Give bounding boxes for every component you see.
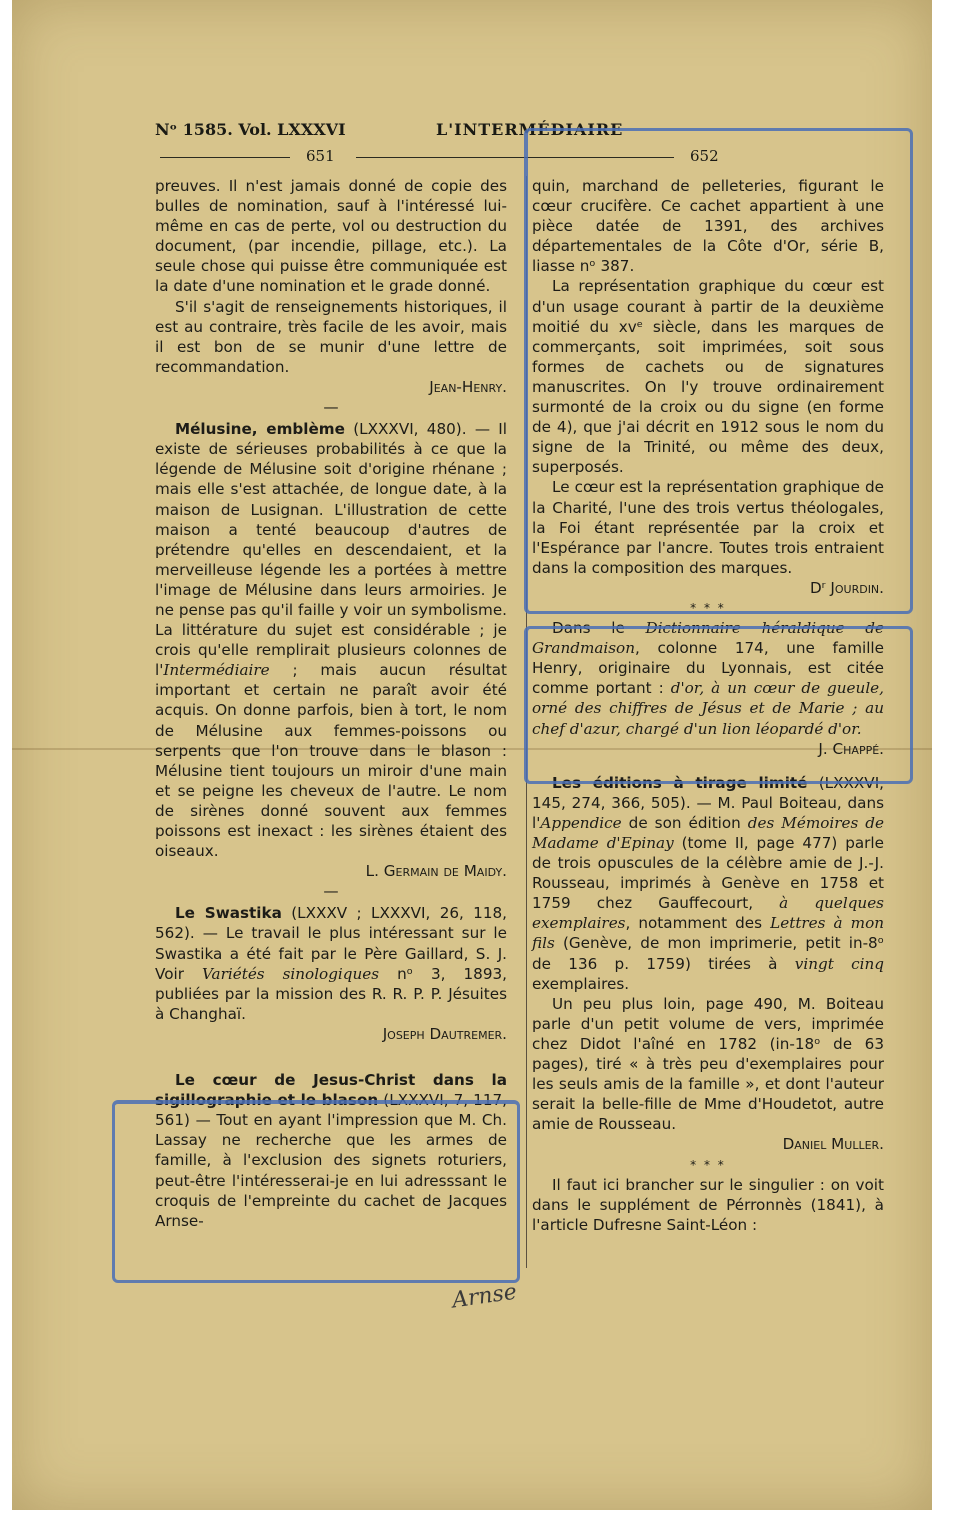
column-divider — [526, 176, 527, 1268]
separator: — — [323, 398, 339, 417]
article-heading: Le Swastika — [175, 904, 282, 923]
paragraph: S'il s'agit de renseignements historiques, il est au contraire, très facile de les avoir, mais il est bon de se munir d'une lettre de recommandation. — [155, 297, 507, 376]
article-text: , notamment des — [625, 914, 771, 933]
article-heading: Les éditions à tirage limité — [552, 773, 808, 792]
signature: L. Germain de Maidy. — [365, 862, 507, 881]
left-column — [155, 176, 507, 1231]
paragraph: preuves. Il n'est jamais donné de copie des bulles de nomination, sauf à l'intéressé lui-même en cas de perte, vol ou destruction du document, (par incendie, pillage, etc.). La seule chose qui puisse être communiquée est la date d'une nomination et le grade donné. — [155, 177, 507, 296]
paragraph: Un peu plus loin, page 490, M. Boiteau parle d'un petit volume de vers, imprimée chez Didot l'aîné en 1782 (in-18ᵒ de 63 pages), tiré « à très peu d'exemplaires pour les seuls amis de la famille », et dont l'auteur serait la belle-fille de Mme d'Houdetot, autre amie de Rousseau. — [532, 994, 884, 1134]
signature: Jean-Henry. — [429, 377, 507, 396]
article-text: (tome II, page 477) parle de trois opuscules de la célèbre amie de J.-J. Rousseau, imprimés à Genève en 1758 et 1759 chez Gauffecourt, — [532, 834, 884, 913]
italic-text: d'or, à un cœur de gueule, orné des chiffres de Jésus et de Marie ; au chef d'azur, chargé d'un lion léopardé d'or. — [532, 679, 885, 738]
italic-text: Dictionnaire héraldique de Grandmaison — [532, 619, 885, 658]
italic-text: Appendice — [540, 813, 622, 832]
article-text: (Genève, de mon imprimerie, petit in-8ᵒ de 136 p. 1759) tirées à — [532, 934, 884, 973]
issue-number: Nᵒ 1585. Vol. LXXXVI — [155, 120, 346, 139]
page-number-right: 652 — [690, 147, 719, 165]
paragraph: quin, marchand de pelleteries, figurant le cœur crucifère. Ce cachet appartient à une pièce datée de 1391, des archives départementales de la Côte d'Or, série B, liasse nᵒ 387. — [532, 177, 884, 276]
separator: — — [323, 882, 339, 901]
article-text: , colonne 174, une famille Henry, originaire du Lyonnais, est citée comme portant : — [532, 639, 884, 698]
article-text: Dans le — [552, 619, 646, 638]
article-ref: (LXXXVI, 480). — [344, 420, 467, 439]
signature: Dʳ Jourdin. — [809, 578, 884, 597]
article-text: de son édition — [621, 813, 748, 832]
italic-text: Lettres à mon fils — [532, 914, 884, 953]
rule — [160, 157, 290, 158]
article-henry — [532, 618, 884, 739]
asterism: * * * — [690, 1157, 726, 1172]
italic-text: vingt cinq — [794, 954, 884, 973]
paragraph: La représentation graphique du cœur est d'un usage courant à partir de la deuxième moitié du xvᵉ siècle, dans les marques de commerçants, soit imprimées, soit sous formes de cachets ou de signatures manuscrites. On l'y trouve ordinairement surmonté de la croix ou du signe (en forme de 4), que j'ai décrit en 1912 sous le nom du signe de la Trinité, ou même des deux, superposés. — [532, 277, 884, 477]
italic-text: Variétés sinologiques — [201, 964, 380, 983]
article-melusine — [155, 419, 507, 861]
page-header — [12, 120, 932, 144]
page-number-left: 651 — [306, 147, 335, 165]
italic-text: Intermédiaire — [163, 661, 270, 680]
signature: Joseph Dautremer. — [382, 1024, 507, 1043]
article-text: (LXXXVI, 7, 117, 561) — Tout en ayant l'impression que M. Ch. Lassay ne recherche que les armes de famille, à l'exclusion des signets roturiers, peut-être l'intéresserai-je en lui adresssant le croquis de l'empreinte du cachet de Jacques Arnse- — [155, 1091, 507, 1230]
article-text: (LXXXV ; LXXXVI, 26, 118, 562). — Le travail le plus intéressant sur le Swastika a été fait par le Père Gaillard, S. J. Voir — [155, 904, 507, 983]
italic-text: des Mémoires de Madame d'Epinay — [532, 813, 884, 852]
handwritten-annotation: Arnse — [450, 1279, 519, 1314]
newspaper-page — [12, 0, 932, 1510]
journal-title: L'INTERMÉDIAIRE — [436, 120, 624, 139]
article-coeur — [155, 1070, 507, 1231]
article-text: — Il existe de sérieuses probabilités à ce que la légende de Mélusine soit d'origine rhénane ; mais elle s'est attachée, de longue date, à la maison de Lusignan. L'illustration de cette maison a tenté beaucoup d'autres de prétendre qu'elles en descendaient, et la merveilleuse légende les a portées à mettre l'image de Mélusine dans leurs armoiries. Je ne pense pas qu'il faille y voir un symbolisme. La littérature du sujet est considérable ; je crois qu'elle remplirait plusieurs colonnes de l' — [155, 420, 507, 680]
italic-text: à quelques exemplaires — [532, 894, 884, 933]
article-text: nᵒ 3, 1893, publiées par la mission des R. R. P. P. Jésuites à Changhaï. — [155, 964, 507, 1023]
article-editions — [532, 773, 884, 994]
article-text: (LXXXVI, 145, 274, 366, 505). — M. Paul Boiteau, dans l' — [532, 773, 884, 832]
article-swastika — [155, 903, 507, 1024]
article-heading: Le cœur de Jesus-Christ dans la sigillographie et le blason — [155, 1071, 507, 1110]
signature: J. Chappé. — [818, 739, 884, 758]
rule — [356, 157, 674, 158]
asterism: * * * — [690, 600, 726, 615]
article-text: exemplaires. — [532, 974, 630, 993]
signature: Daniel Muller. — [782, 1135, 884, 1154]
page-number-row — [12, 147, 932, 167]
article-text: ; mais aucun résultat important et certain ne paraît avoir été acquis. On donne parfois, bien à tort, le nom de Mélusine aux femmes-poissons ou serpents que l'on trouve dans le blason : Mélusine tient toujours un miroir d'une main et se peigne les cheveux de l'autre. Le nom de sirènes donné souvent aux femmes poissons est inexact : les sirènes étaient des oiseaux. — [155, 661, 507, 861]
paragraph: Il faut ici brancher sur le singulier : on voit dans le supplément de Pérronnès (1841), à l'article Dufresne Saint-Léon : — [532, 1175, 884, 1234]
right-column — [532, 176, 884, 1235]
article-heading: Mélusine, emblème — [175, 420, 345, 439]
paragraph: Le cœur est la représentation graphique de la Charité, l'une des trois vertus théologales, la Foi étant représentée par la croix et l'Espérance par l'ancre. Toutes trois entraient dans la composition des marques. — [532, 478, 884, 577]
